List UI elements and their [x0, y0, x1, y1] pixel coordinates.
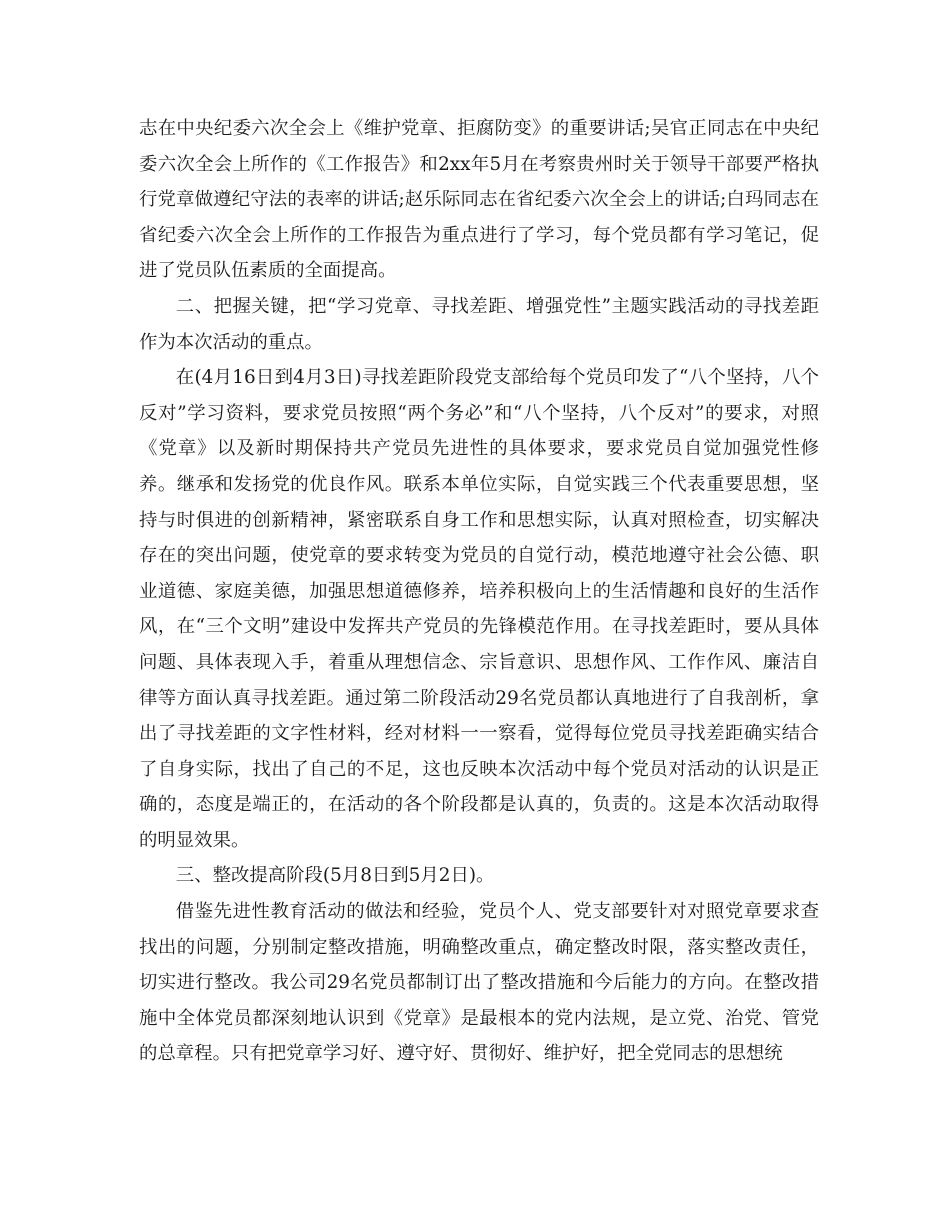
- paragraph-3: 在(4月16日到4月3日)寻找差距阶段党支部给每个党员印发了“八个坚持，八个反对”学习资料，要求党员按照“两个务必”和“八个坚持，八个反对”的要求，对照《党章》以及新时期保持共产党员先进性的具体要求，要求党员自觉加强党性修养。继承和发扬党的优良作风。联系本单位实际，自觉实践三个代表重要思想，坚持与时俱进的创新精神，紧密联系自身工作和思想实际，认真对照检查，切实解决存在的突出问题，使党章的要求转变为党员的自觉行动，模范地遵守社会公德、职业道德、家庭美德，加强思想道德修养，培养积极向上的生活情趣和良好的生活作风，在“三个文明”建设中发挥共产党员的先锋模范作用。在寻找差距时，要从具体问题、具体表现入手，着重从理想信念、宗旨意识、思想作风、工作作风、廉洁自律等方面认真寻找差距。通过第二阶段活动29名党员都认真地进行了自我剖析，拿出了寻找差距的文字性材料，经对材料一一察看，觉得每位党员寻找差距确实结合了自身实际，找出了自己的不足，这也反映本次活动中每个党员对活动的认识是正确的，态度是端正的，在活动的各个阶段都是认真的，负责的。这是本次活动取得的明显效果。: [139, 367, 819, 851]
- paragraph-5: 借鉴先进性教育活动的做法和经验，党员个人、党支部要针对对照党章要求查找出的问题，分别制定整改措施，明确整改重点，确定整改时限，落实整改责任，切实进行整改。我公司29名党员都制订出了整改措施和今后能力的方向。在整改措施中全体党员都深刻地认识到《党章》是最根本的党内法规，是立党、治党、管党的总章程。只有把党章学习好、遵守好、贯彻好、维护好，把全党同志的思想统: [139, 901, 819, 1065]
- paragraph-4-heading: 三、整改提高阶段(5月8日到5月2日)。: [175, 865, 495, 887]
- paragraph-1: 志在中央纪委六次全会上《维护党章、拒腐防变》的重要讲话;吴官正同志在中央纪委六次全会上所作的《工作报告》和2xx年5月在考察贵州时关于领导干部要严格执行党章做遵纪守法的表率的讲话;赵乐际同志在省纪委六次全会上的讲话;白玛同志在省纪委六次全会上所作的工作报告为重点进行了学习，每个党员都有学习笔记，促进了党员队伍素质的全面提高。: [139, 118, 819, 282]
- document-body: [139, 111, 819, 1072]
- paragraph-2-heading: 二、把握关键，把“学习党章、寻找差距、增强党性”主题实践活动的寻找差距作为本次活动的重点。: [139, 295, 819, 353]
